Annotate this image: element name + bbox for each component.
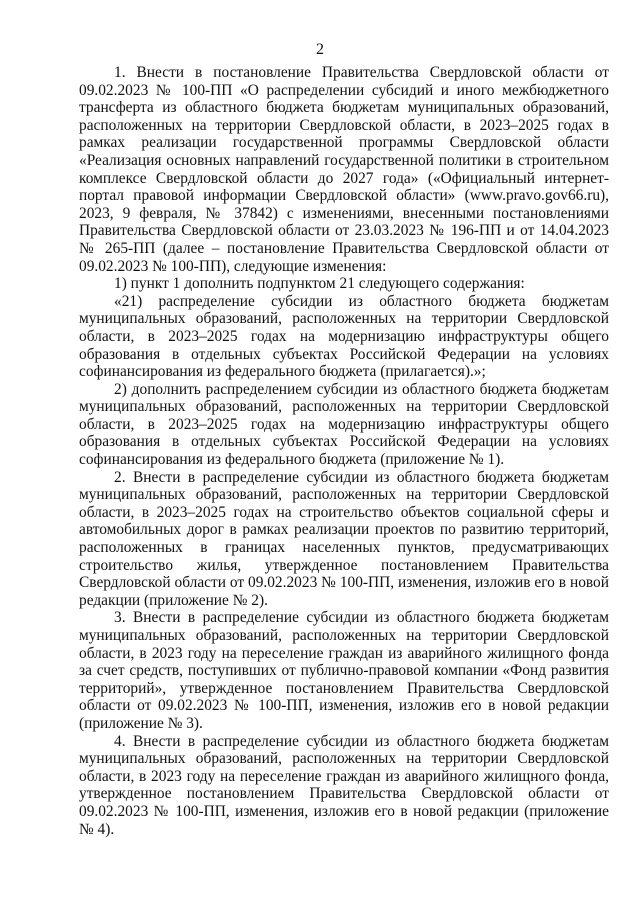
- paragraph-item-3: 3. Внести в распределение субсидии из областного бюджета бюджетам муниципальных образований, расположенных на территории Свердловской области, в 2023 году на переселение граждан из аварийного жилищного фонда за счет средств, поступивших от публично-правовой компании «Фонд развития территорий», утвержденное постановлением Правительства Свердловской области от 09.02.2023 № 100-ПП, изменения, изложив его в новой редакции (приложение № 3).: [79, 609, 609, 732]
- paragraph-item-4: 4. Внести в распределение субсидии из областного бюджета бюджетам муниципальных образований, расположенных на территории Свердловской области, в 2023 году на переселение граждан из аварийного жилищного фонда, утвержденное постановлением Правительства Свердловской области от 09.02.2023 № 100-ПП, изменения, изложив его в новой редакции (приложение № 4).: [79, 732, 609, 838]
- paragraph-subitem-1: 1) пункт 1 дополнить подпунктом 21 следующего содержания:: [114, 275, 525, 293]
- page-number: 2: [316, 41, 324, 58]
- paragraph-subitem-2: 2) дополнить распределением субсидии из областного бюджета бюджетам муниципальных образований, расположенных на территории Свердловской области, в 2023–2025 годах на модернизацию инфраструктуры общего образования в отдельных субъектах Российской Федерации на условиях софинансирования из федерального бюджета (приложение № 1).: [79, 380, 609, 469]
- paragraph-quote-21: «21) распределение субсидии из областного бюджета бюджетам муниципальных образований, расположенных на территории Свердловской области, в 2023–2025 годах на модернизацию инфраструктуры общего образования в отдельных субъектах Российской Федерации на условиях софинансирования из федерального бюджета (прилагается).»;: [79, 292, 609, 381]
- document-body: [79, 64, 609, 838]
- paragraph-item-2: 2. Внести в распределение субсидии из областного бюджета бюджетам муниципальных образований, расположенных на территории Свердловской области, в 2023–2025 годах на строительство объектов социальной сферы и автомобильных дорог в рамках реализации проектов по развитию территорий, расположенных в границах населенных пунктов, предусматривающих строительство жилья, утвержденное постановлением Правительства Свердловской области от 09.02.2023 № 100-ПП, изменения, изложив его в новой редакции (приложение № 2).: [79, 468, 609, 609]
- paragraph-item-1-intro: 1. Внести в постановление Правительства Свердловской области от 09.02.2023 № 100-ПП «О распределении субсидий и иного межбюджетного трансферта из областного бюджета бюджетам муниципальных образований, расположенных на территории Свердловской области, в 2023–2025 годах в рамках реализации государственной программы Свердловской области «Реализация основных направлений государственной политики в строительном комплексе Свердловской области до 2027 года» («Официальный интернет-портал правовой информации Свердловской области» (www.pravo.gov66.ru), 2023, 9 февраля, № 37842) с изменениями, внесенными постановлениями Правительства Свердловской области от 23.03.2023 № 196-ПП и от 14.04.2023 № 265-ПП (далее – постановление Правительства Свердловской области от 09.02.2023 № 100-ПП), следующие изменения:: [79, 64, 609, 275]
